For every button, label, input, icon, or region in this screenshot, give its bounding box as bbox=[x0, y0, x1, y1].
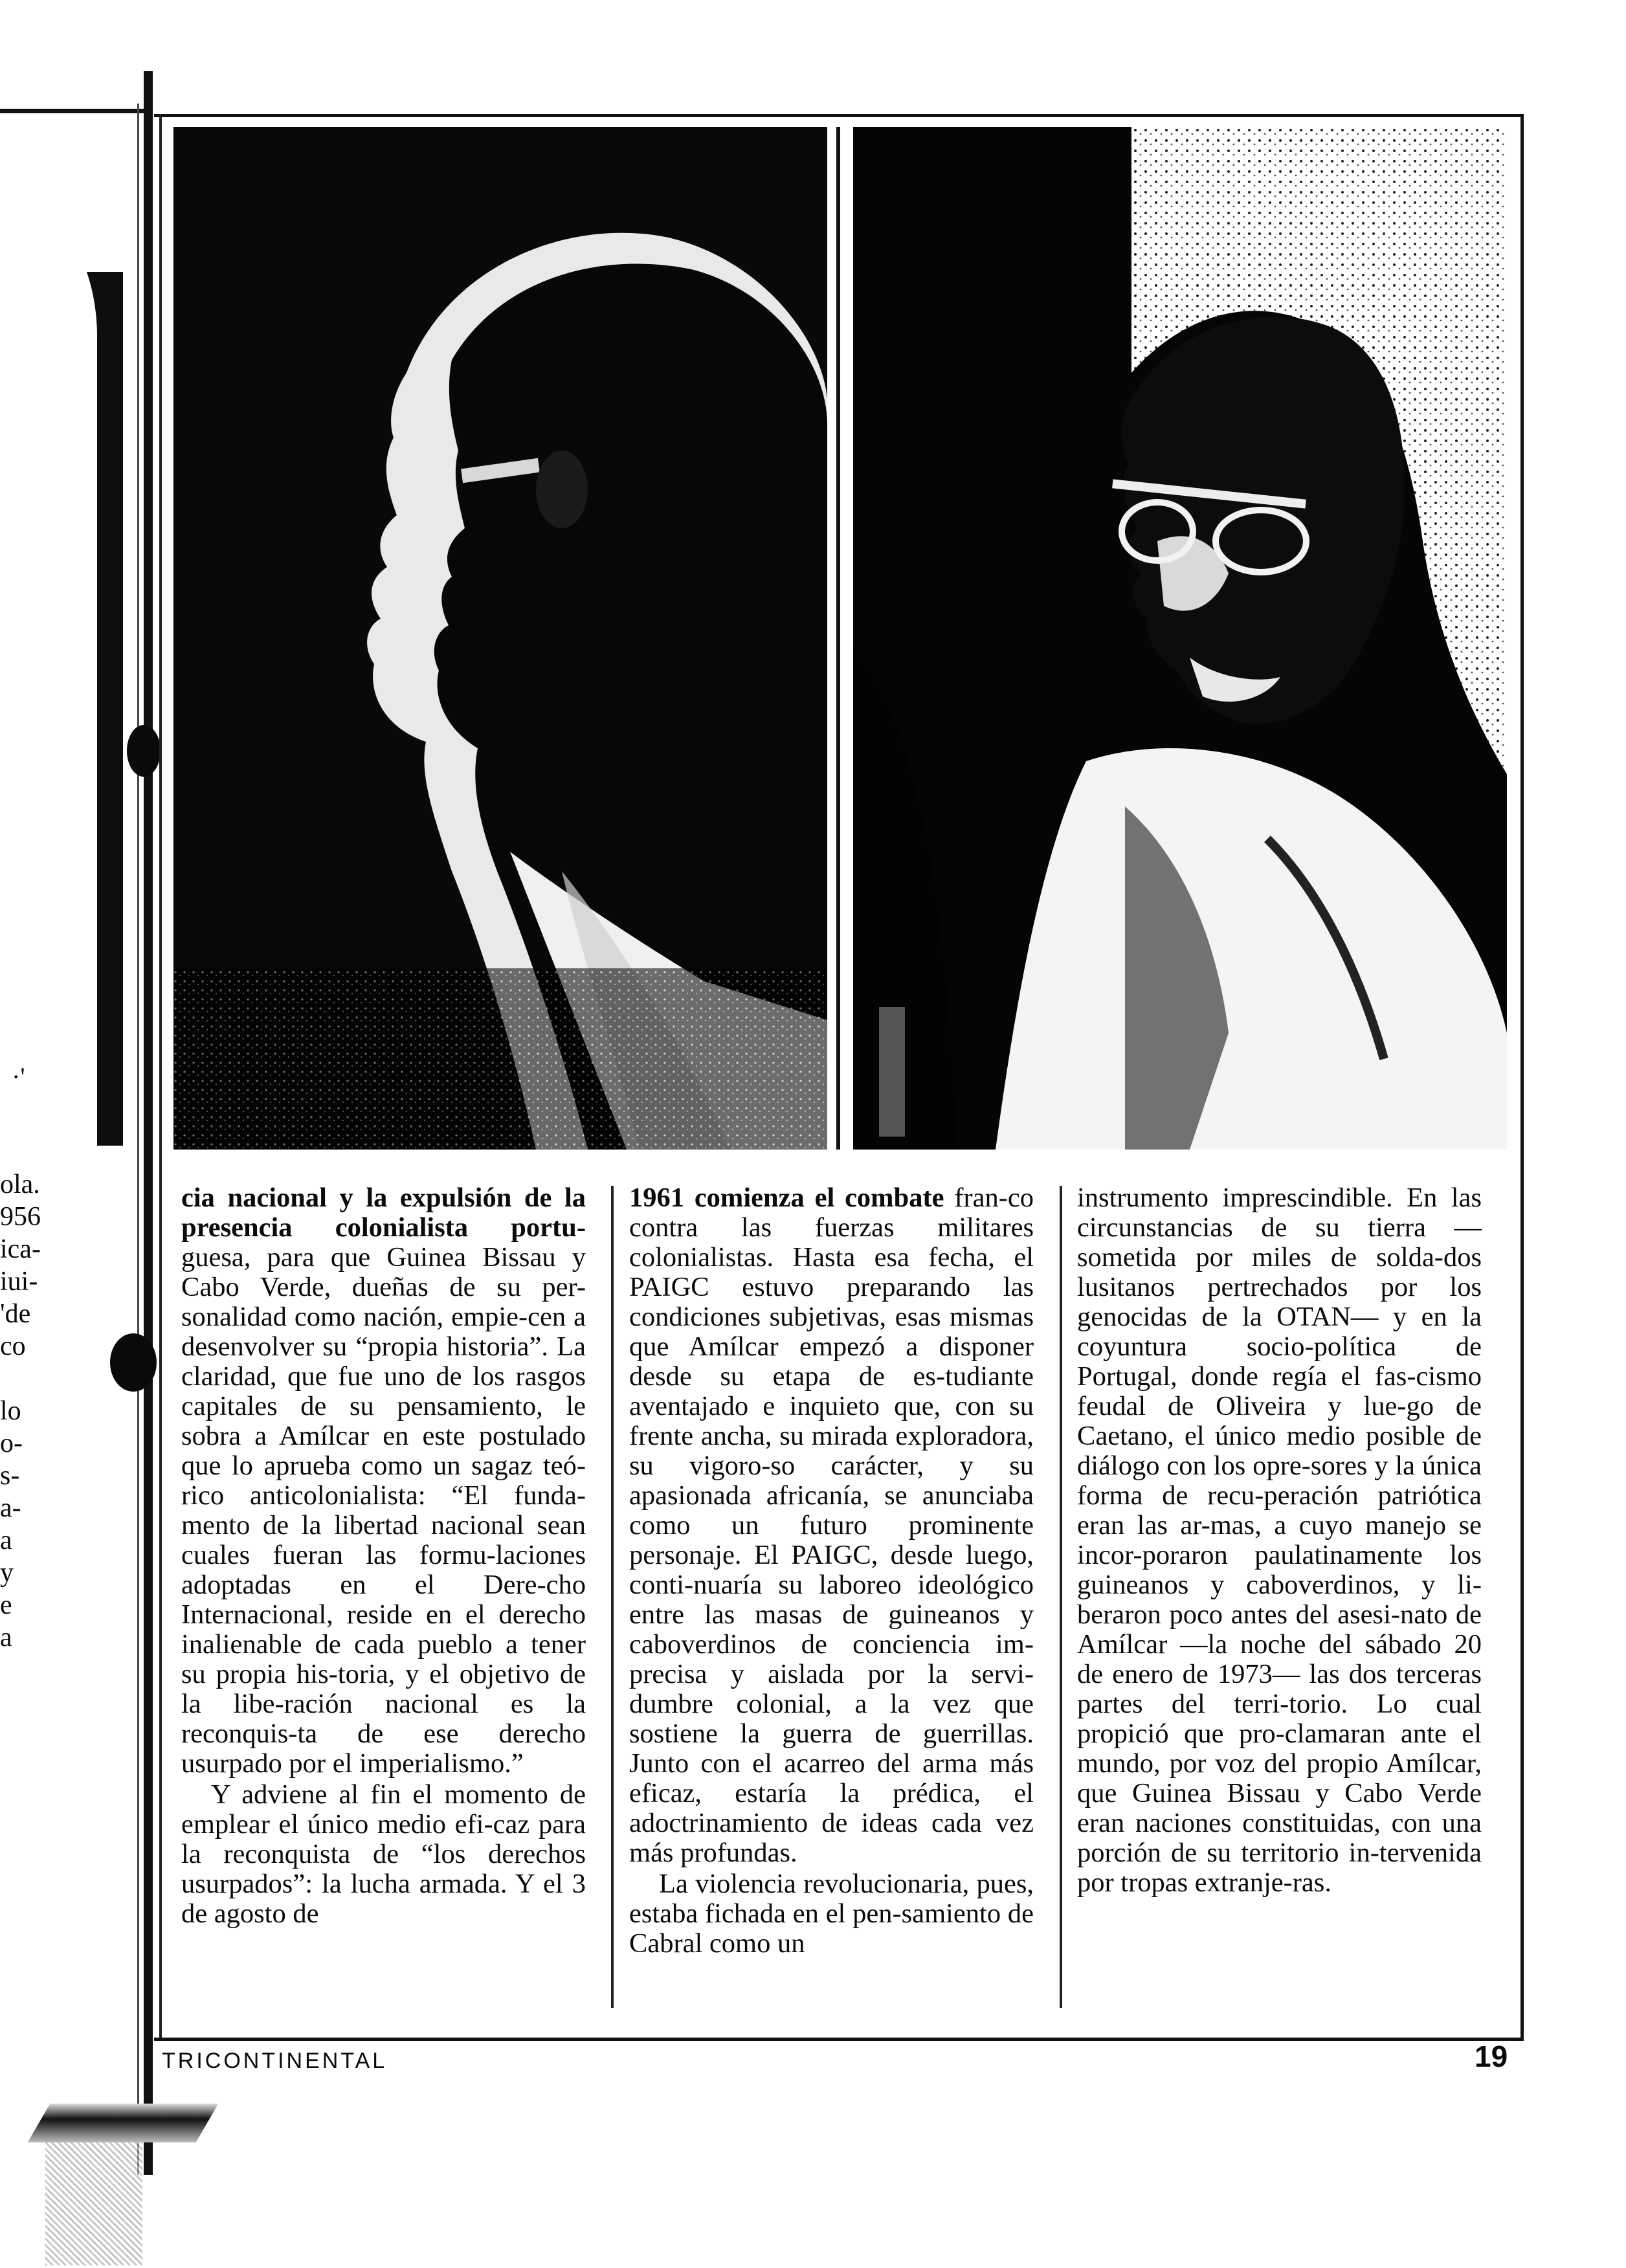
portrait-photo-three-quarter bbox=[853, 127, 1507, 1150]
paragraph bbox=[629, 1183, 1034, 1868]
article-column-3 bbox=[1077, 1183, 1482, 1898]
facing-line: co bbox=[0, 1331, 26, 1361]
facing-page-mark: ·' bbox=[12, 1062, 25, 1091]
column-rule bbox=[611, 1186, 614, 2008]
binding-smudge bbox=[45, 2142, 142, 2265]
facing-line: e bbox=[0, 1590, 12, 1620]
magazine-name: TRICONTINENTAL bbox=[162, 2049, 388, 2073]
article-column-1 bbox=[181, 1183, 586, 1929]
facing-page-text-fragment bbox=[0, 1168, 61, 1654]
portrait-three-quarter-image bbox=[853, 127, 1507, 1150]
binding-line bbox=[144, 71, 153, 2175]
facing-line: iui- bbox=[0, 1267, 38, 1296]
facing-line: ola. bbox=[0, 1170, 40, 1199]
facing-line: o- bbox=[0, 1429, 23, 1458]
binding-shadow bbox=[137, 104, 139, 2175]
facing-line: ica- bbox=[0, 1234, 41, 1264]
facing-page-rule bbox=[0, 109, 150, 113]
page-number: 19 bbox=[1475, 2040, 1508, 2073]
photo-gutter-rule bbox=[836, 127, 840, 1150]
binding-hole bbox=[127, 725, 161, 777]
page-frame-top bbox=[154, 114, 1524, 117]
facing-line: 956 bbox=[0, 1202, 41, 1232]
facing-line: lo bbox=[0, 1396, 21, 1426]
paragraph: Y adviene al fin el momento de emplear el único medio efi-caz para la reconquista de “los derechos usurpados”: la lucha armada. Y el 3 de agosto de bbox=[181, 1779, 586, 1929]
portrait-photo-profile bbox=[173, 127, 827, 1150]
portrait-profile-image bbox=[173, 127, 827, 1150]
paragraph-text: guesa, para que Guinea Bissau y Cabo Verde, dueñas de su per-sonalidad como nación, empie-cen a desenvolver su “propia historia”. La claridad, que fue uno de los rasgos capitales de su pensamiento, le sobra a Amílcar en este postulado que lo aprueba como un sagaz teó-rico anticolonialista: “El funda-mento de la libertad nacional sean cuales fueran las formu-laciones adoptadas en el Dere-cho Internacional, reside en el derecho inalienable de cada pueblo a tener su propia his-toria, y el objetivo de la libe-ración nacional es la reconquis-ta de ese derecho usurpado por el imperialismo.” bbox=[181, 1242, 586, 1779]
facing-line: y bbox=[0, 1558, 14, 1588]
page-frame-right bbox=[1520, 114, 1524, 2039]
facing-line: 'de bbox=[0, 1299, 31, 1329]
facing-line: a- bbox=[0, 1493, 21, 1523]
facing-line: s- bbox=[0, 1461, 20, 1491]
photo-gutter bbox=[827, 127, 853, 1150]
paragraph bbox=[181, 1183, 586, 1779]
facing-line: a bbox=[0, 1623, 12, 1652]
article-column-2 bbox=[629, 1183, 1034, 1959]
paragraph: instrumento imprescindible. En las circunstancias de su tierra —sometida por miles de solda-dos lusitanos pertrechados por los genocidas de la OTAN— y en la coyuntura socio-política de Portugal, donde regía el fas-cismo feudal de Oliveira y lue-go de Caetano, el único medio posible de diálogo con los opre-sores y la única forma de recu-peración patriótica eran las ar-mas, a cuyo manejo se incor-poraron paulatinamente los guineanos y caboverdinos, y li-beraron poco antes del asesi-nato de Amílcar —la noche del sábado 20 de enero de 1973— las dos terceras partes del terri-torio. Lo cual propició que pro-clamaran ante el mundo, por voz del propio Amílcar, que Guinea Bissau y Cabo Verde eran naciones constituidas, con una porción de su territorio in-tervenida por tropas extranje-ras. bbox=[1077, 1183, 1482, 1898]
page-frame-left bbox=[159, 114, 162, 2039]
column-rule bbox=[1060, 1186, 1062, 2008]
facing-page-photo-highlight bbox=[0, 207, 97, 1146]
paragraph: La violencia revolucionaria, pues, estaba fichada en el pen-samiento de Cabral como un bbox=[629, 1869, 1034, 1959]
binding-hole bbox=[110, 1333, 157, 1392]
paragraph-bold-lead: cia nacional y la expulsión de la presencia colonialista portu- bbox=[181, 1183, 586, 1243]
facing-line bbox=[0, 1362, 61, 1395]
binding-smudge bbox=[28, 2104, 219, 2142]
paragraph-bold-lead: 1961 comienza el combate bbox=[629, 1183, 944, 1213]
facing-line: a bbox=[0, 1526, 12, 1555]
page-frame-bottom bbox=[154, 2038, 1524, 2041]
paragraph-text: fran-co contra las fuerzas militares colonialistas. Hasta esa fecha, el PAIGC estuvo preparando las condiciones subjetivas, esas mismas que Amílcar empezó a disponer desde su etapa de es-tudiante aventajado e inquieto que, con su frente ancha, su mirada exploradora, su vigoro-so carácter, y su apasionada africanía, se anunciaba como un futuro prominente personaje. El PAIGC, desde luego, conti-nuaría su laboreo ideológico entre las masas de guineanos y caboverdinos de conciencia im-precisa y aislada por la servi-dumbre colonial, a la vez que sostiene la guerra de guerrillas. Junto con el acarreo del arma más eficaz, estaría la prédica, el adoctrinamiento de ideas cada vez más profundas. bbox=[629, 1183, 1034, 1868]
